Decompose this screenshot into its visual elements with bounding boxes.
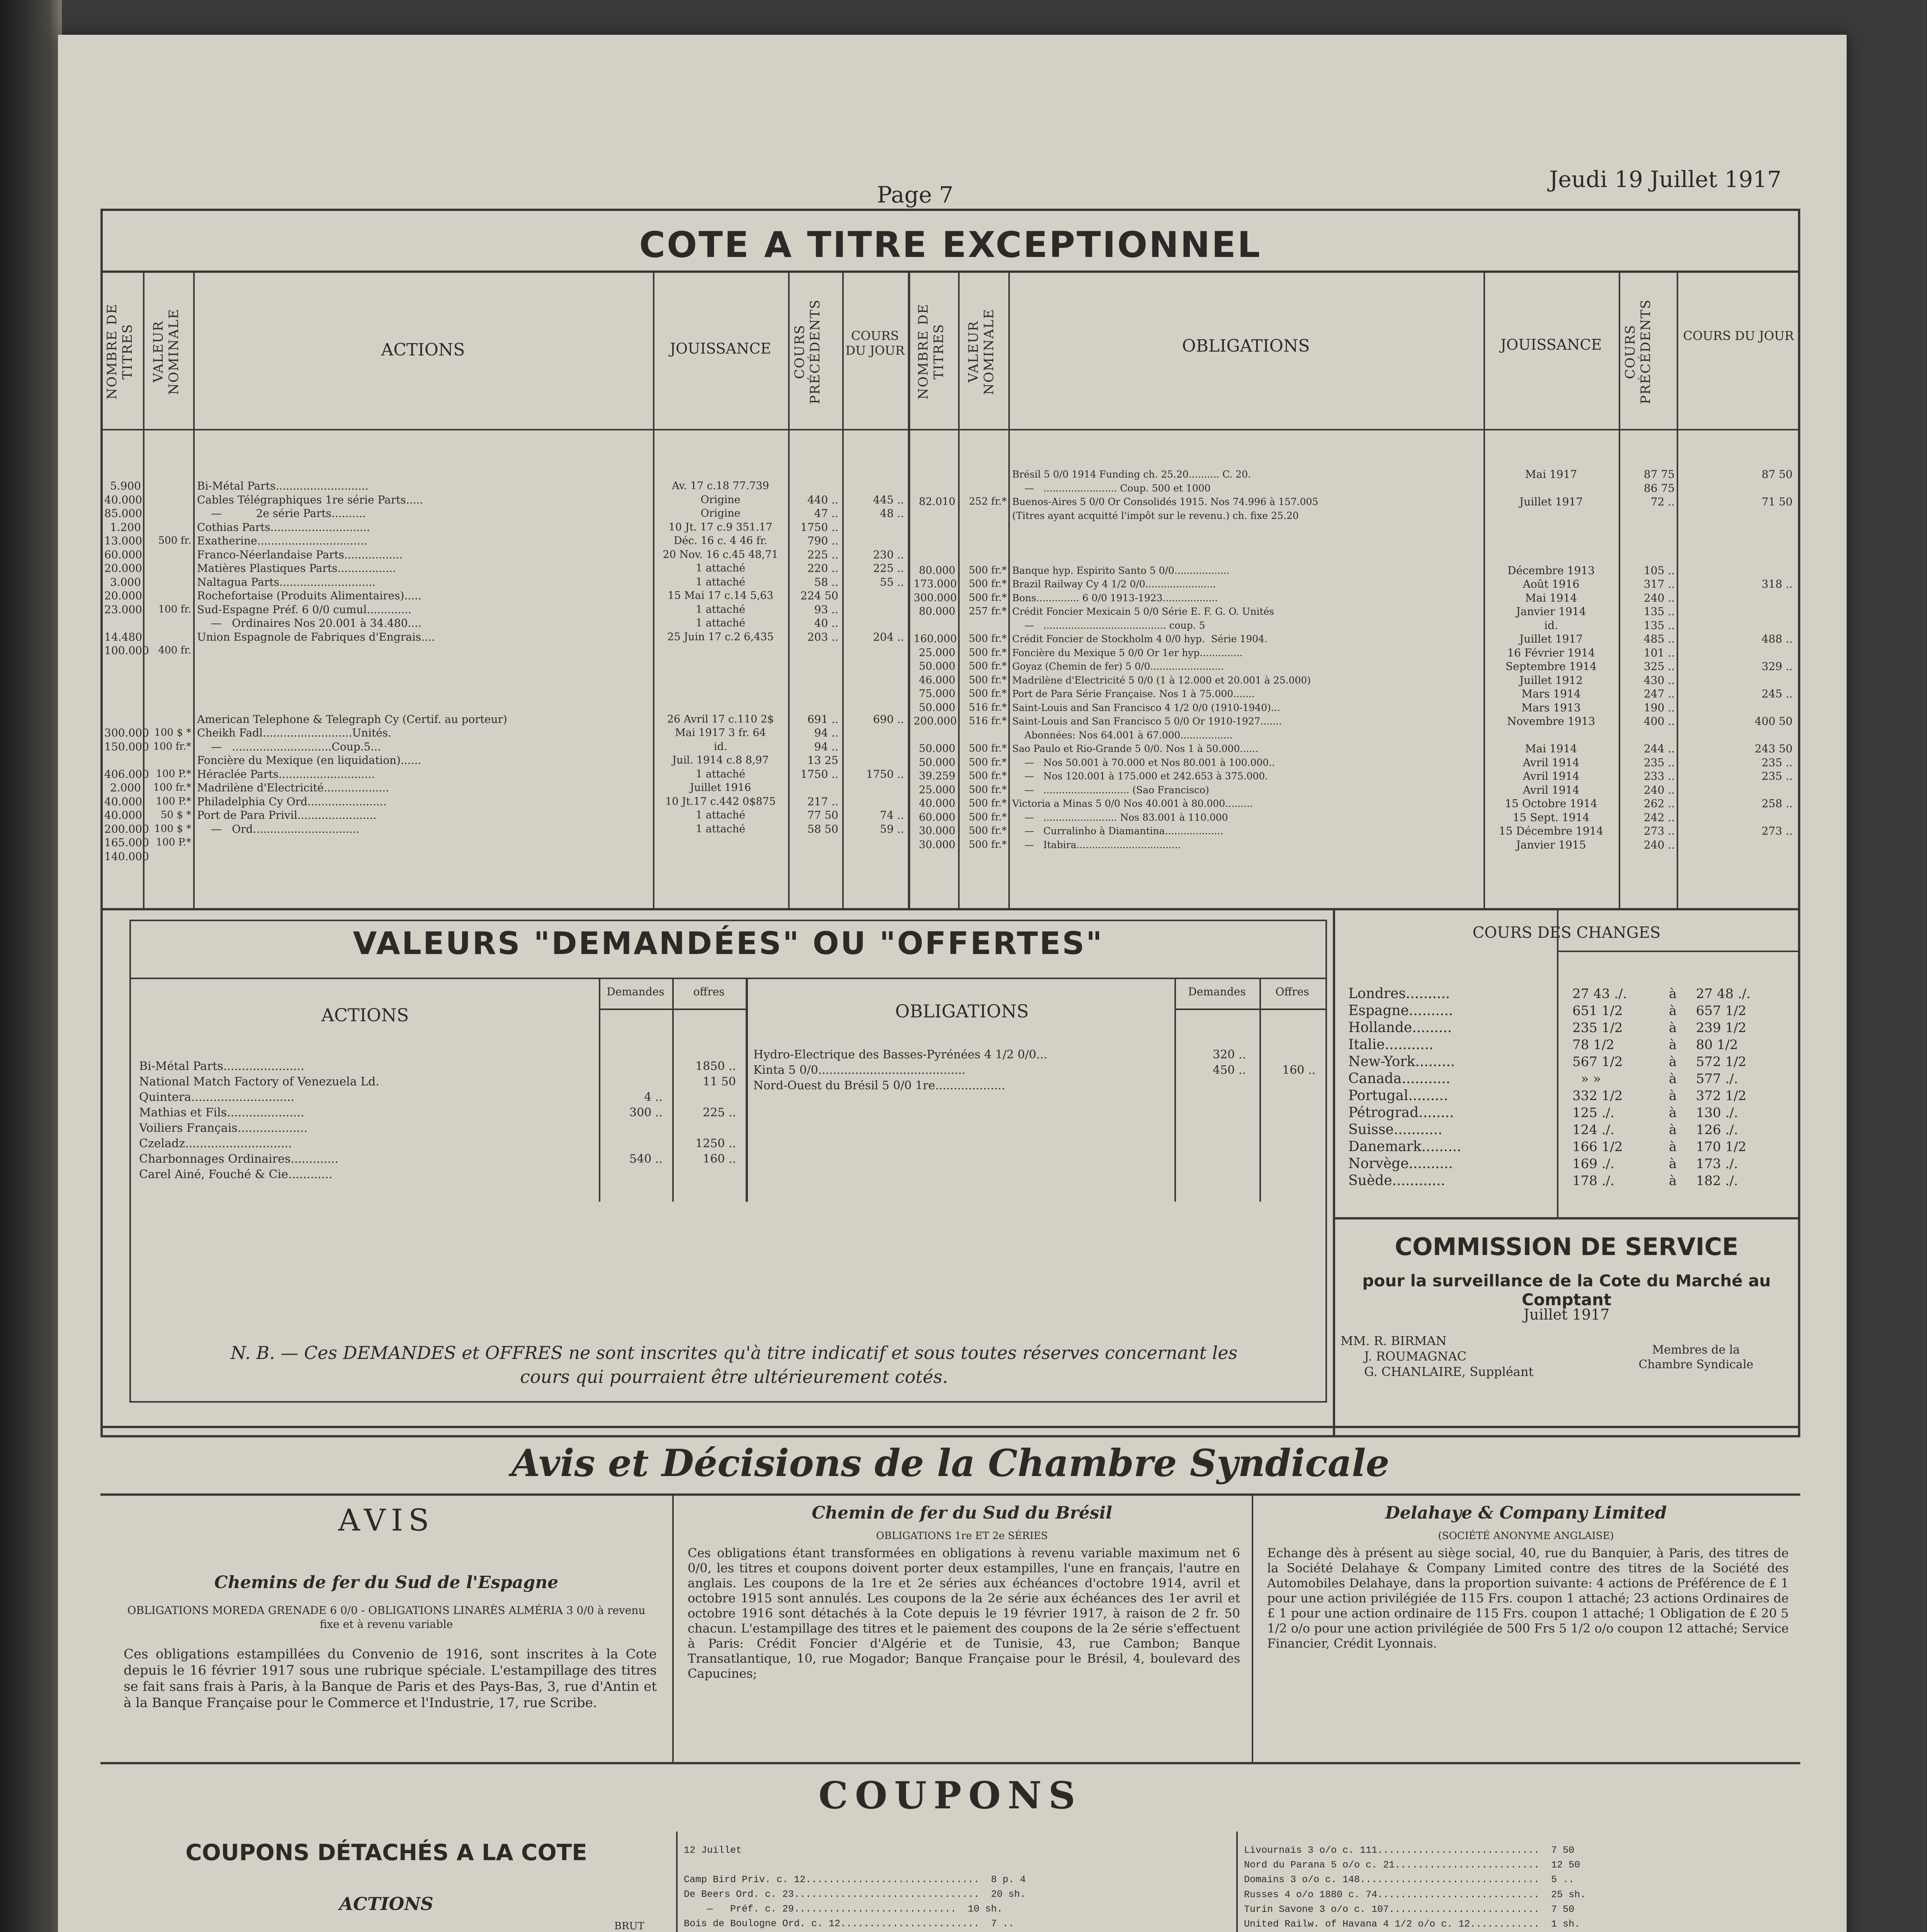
demandes-head-2: Demandes	[1188, 985, 1246, 998]
coupons-col3: Livournais 3 o/o c. 111............................ 7 50 Nord du Parana 5 o/o c. 21......................... 12 50 Domains 3 o/o c. 148............................... 5 .. Russes 4 o/o 1880 c. 74............................ 25 sh. Turin Savone 3 o/o c. 107.......................... 7 50 United Railw. of Havana 4 1/2 o/o c. 12............ 1 sh.	[1244, 1845, 1586, 1930]
rule	[100, 1426, 1800, 1428]
col3-subtitle: (SOCIÉTÉ ANONYME ANGLAISE)	[1438, 1530, 1614, 1542]
commission-names: MM. R. BIRMAN J. ROUMAGNAC G. CHANLAIRE, Suppléant	[1341, 1333, 1534, 1379]
rule	[746, 978, 748, 1202]
rule	[143, 270, 144, 908]
rule	[958, 270, 960, 908]
commission-month: Juillet 1917	[1523, 1306, 1610, 1323]
header-obligations: OBLIGATIONS	[1182, 336, 1310, 356]
commission-members: Membres de la Chambre Syndicale	[1638, 1343, 1754, 1371]
changes-title: COURS DES CHANGES	[1472, 924, 1661, 942]
rule	[1483, 270, 1485, 908]
rule	[788, 270, 790, 908]
rule	[100, 908, 1800, 910]
offres-head-2: Offres	[1275, 985, 1309, 998]
actions-nombre-col: 5.900 40.000 85.000 1.200 13.000 60.000 20.000 3.000 20.000 23.000 14.480 100.000 300.000 150.000 406.000 2.000 40.000 40.000 200.000 165.000 140.000	[104, 480, 149, 863]
demandees-title: VALEURS "DEMANDÉES" OU "OFFERTES"	[353, 925, 1104, 961]
rule	[676, 1832, 678, 1932]
actions-cours-prec-col: 440 .. 47 .. 1750 .. 790 .. 225 .. 220 .. 58 .. 224 50 93 .. 40 .. 203 .. 691 .. 94 .. 94 .. 13 25 1750 .. 217 .. 77 50 58 50	[800, 493, 838, 835]
demandees-actions-list: Bi-Métal Parts...................... National Match Factory of Venezuela Ld. Quintera............................ Mathias et Fils..................... Voiliers Français................... Czeladz............................. Charbonnages Ordinaires............. Carel Ainé, Fouché & Cie............	[139, 1060, 379, 1181]
actions-cours-jour-col: 445 .. 48 .. 230 .. 225 .. 55 .. 204 .. 690 .. 1750 .. 74 .. 59 ..	[866, 493, 904, 835]
header-cours-jour: COURS DU JOUR	[845, 328, 905, 358]
actions-valeur-col: 500 fr. 100 fr. 400 fr. 100 $ * 100 fr.* 100 P.* 100 fr.* 100 P.* 50 $ * 100 $ * 100 P.*	[153, 535, 191, 848]
demandees-actions-off: 1850 .. 11 50 225 .. 1250 .. 160 ..	[695, 1060, 736, 1166]
header-actions: ACTIONS	[381, 340, 465, 360]
rule	[672, 978, 674, 1202]
changes-to: 27 48 ./. 657 1/2 239 1/2 80 1/2 572 1/2 577 ./. 372 1/2 130 ./. 126 ./. 170 1/2 173 ./. 182 ./.	[1696, 986, 1751, 1189]
col1-body: Ces obligations estampillées du Convenio de 1916, sont inscrites à la Cote depuis le 16 février 1917 sous une rubrique spéciale. L'estampillage des titres se fait sans frais à Paris, à la Banque de Paris et des Pays-Bas, 3, rue d'Antin et à la Banque Française pour le Commerce et l'Industrie, 17, rue Scribe.	[124, 1646, 657, 1711]
rule	[653, 270, 654, 908]
header-jouissance: JOUISSANCE	[670, 340, 771, 357]
avis-section-title: Avis et Décisions de la Chambre Syndicale	[511, 1441, 1390, 1485]
oblig-valeur-col: 252 fr.* 500 fr.* 500 fr.* 500 fr.* 257 fr.* 500 fr.* 500 fr.* 500 fr.* 500 fr.* 500 fr.* 516 fr.* 516 fr.* 500 fr.* 500 fr.* 500 fr.* 500 fr.* 500 fr.* 500 fr.* 500 fr.* 500 fr.*	[969, 496, 1007, 850]
commission-title: COMMISSION DE SERVICE	[1395, 1233, 1738, 1261]
header-oblig-jouissance: JOUISSANCE	[1500, 336, 1602, 353]
rule	[672, 1493, 674, 1764]
oblig-cours-jour-col: 87 50 71 50 318 .. 488 .. 329 .. 245 .. 400 50 243 50 235 .. 235 .. 258 .. 273 ..	[1755, 468, 1793, 837]
oblig-names-col: Brésil 5 0/0 1914 Funding ch. 25.20.......... C. 20. — ........................ Coup. 500 et 1000 Buenos-Aires 5 0/0 Or Consolidés 1915. Nos 74.996 à 157.005 (Titres ayant acquitté l'impôt sur le revenu.) ch. fixe 25.20 Banque hyp. Espirito Santo 5 0/0.................. Brazil Railway Cy 4 1/2 0/0....................... Bons.............. 6 0/0 1913-1923.................. Crédit Foncier Mexicain 5 0/0 Série E. F. G. O. Unités — ........................................ coup. 5 Crédit Foncier de Stockholm 4 0/0 hyp. Série 1904. Foncière du Mexique 5 0/0 Or 1er hyp.............. Goyaz (Chemin de fer) 5 0/0........................ Madrilène d'Electricité 5 0/0 (1 à 12.000 et 20.001 à 25.000) Port de Para Série Française. Nos 1 à 75.000....... Saint-Louis and San Francisco 4 1/2 0/0 (1910-1940)... Saint-Louis and San Francisco 5 0/0 Or 1910-1927....... Abonnées: Nos 64.001 à 67.000................. Sao Paulo et Rio-Grande 5 0/0. Nos 1 à 50.000...... — Nos 50.001 à 70.000 et Nos 80.001 à 100.000.. — Nos 120.001 à 175.000 et 242.653 à 375.000. — ............................ (Sao Francisco) Victoria a Minas 5 0/0 Nos 40.001 à 80.000......... — ........................ Nos 83.001 à 110.000 — Curralinho à Diamantina................... — Itabira..................................	[1012, 469, 1319, 850]
rule	[1008, 270, 1010, 908]
col1-title: Chemins de fer du Sud de l'Espagne	[214, 1573, 559, 1592]
rule	[1259, 978, 1261, 1202]
header-oblig-nombre: NOMBRE DE TITRES	[916, 303, 947, 400]
demandees-oblig-dem: 320 .. 450 ..	[1213, 1048, 1246, 1077]
rule	[842, 270, 844, 908]
rule	[193, 270, 195, 908]
oblig-cours-prec-col: 87 75 86 75 72 .. 105 .. 317 .. 240 .. 135 .. 135 .. 485 .. 101 .. 325 .. 430 .. 247 .. 190 .. 400 .. 244 .. 235 .. 233 .. 240 .. 262 .. 242 .. 273 .. 240 ..	[1643, 468, 1675, 851]
rule	[1174, 1009, 1327, 1010]
changes-a: à à à à à à à à à à à à	[1669, 986, 1677, 1189]
header-oblig-valeur: VALEUR NOMINALE	[966, 308, 997, 395]
newspaper-page	[58, 35, 1847, 1932]
rule	[100, 270, 1800, 273]
header-valeur: VALEUR NOMINALE	[151, 308, 182, 395]
demandees-oblig-list: Hydro-Electrique des Basses-Pyrénées 4 1/2 0/0... Kinta 5 0/0........................................ Nord-Ouest du Brésil 5 0/0 1re...................	[753, 1048, 1047, 1092]
rule	[129, 978, 1327, 979]
rule	[1619, 270, 1620, 908]
header-oblig-cours-jour: COURS DU JOUR	[1683, 328, 1794, 343]
rule	[908, 270, 910, 908]
rule	[1236, 1832, 1238, 1932]
demandees-actions-head: ACTIONS	[321, 1005, 409, 1026]
demandees-note: N. B. — Ces DEMANDES et OFFRES ne sont inscrites qu'à titre indicatif et sous toutes réserves concernant les cours qui pourraient être ultérieurement cotés.	[230, 1342, 1238, 1387]
col3-title: Delahaye & Company Limited	[1385, 1503, 1667, 1523]
col2-title: Chemin de fer du Sud du Brésil	[812, 1503, 1112, 1523]
rule	[1333, 1217, 1800, 1219]
changes-countries: Londres.......... Espagne.......... Hollande......... Italie........... New-York......... Canada........... Portugal......... Pétrograd........ Suisse........... Danemark......... Norvège.......... Suède............	[1348, 986, 1461, 1189]
page-number: Page 7	[877, 182, 953, 208]
col2-body: Ces obligations étant transformées en obligations à revenu variable maximum net 6 0/0, les titres et coupons doivent porter deux estampilles, l'une en français, l'autre en anglais. Les coupons de la 1re et 2e séries aux échéances d'octobre 1914, avril et octobre 1915 sont annulés. Les coupons de la 2e série aux échéances des 1er avril et octobre 1916 sont détachés à la Cote depuis le 19 février 1917, à raison de 2 fr. 50 chacun. L'estampillage des titres et le paiement des coupons de la 2e série s'effectuent à Paris: Crédit Foncier d'Algérie et de Tunisie, 43, rue Cambon; Banque Transatlantique, 10, rue Mogador; Banque Française pour le Brésil, 4, boulevard des Capucines;	[688, 1546, 1240, 1681]
rule	[1333, 908, 1335, 1437]
actions-names-col: Bi-Métal Parts........................... Cables Télégraphiques 1re série Parts..... — 2e série Parts.......... Cothias Parts............................. Exatherine................................ Franco-Néerlandaise Parts................. Matières Plastiques Parts................. Naltagua Parts............................ Rochefortaise (Produits Alimentaires)..... Sud-Espagne Préf. 6 0/0 cumul............. — Ordinaires Nos 20.001 à 34.480.... Union Espagnole de Fabriques d'Engrais.... American Telephone & Telegraph Cy (Certif. au porteur) Cheikh Fadl..........................Unités. — .............................Coup.5... Foncière du Mexique (en liquidation)...... Héraclée Parts............................ Madrilène d'Electricité................... Philadelphia Cy Ord....................... Port de Para Privil....................... — Ord...............................	[197, 480, 507, 835]
header-oblig-cours-prec: COURS PRÉCÉDENTS	[1623, 299, 1653, 404]
rule	[100, 1493, 1800, 1496]
commission-subtitle: pour la surveillance de la Cote du Marché au Comptant	[1362, 1271, 1771, 1309]
page-date: Jeudi 19 Juillet 1917	[1549, 166, 1782, 192]
rule	[1557, 908, 1558, 1217]
header-nombre: NOMBRE DE TITRES	[104, 303, 135, 400]
rule	[100, 1762, 1800, 1764]
demandes-head: Demandes	[607, 985, 664, 998]
avis-title: AVIS	[338, 1503, 435, 1538]
col3-body: Echange dès à présent au siège social, 40, rue du Banquier, à Paris, des titres de la Société Delahaye & Company Limited contre des titres de la Société des Automobiles Delahaye, dans la proportion suivante: 4 actions de Préférence de £ 1 pour une action privilégiée de 115 Frs. coupon 1 attaché; 23 actions Ordinaires de £ 1 pour une action ordinaire de 115 Frs. coupon 1 attaché; 1 Obligation de £ 20 5 1/2 o/o pour une action privilégiée de 500 Frs 5 1/2 o/o coupon 12 attaché; Service Financier, Crédit Lyonnais.	[1267, 1546, 1789, 1651]
demandees-oblig-off: 160 ..	[1282, 1063, 1315, 1077]
oblig-nombre-col: 82.010 80.000 173.000 300.000 80.000 160.000 25.000 50.000 46.000 75.000 50.000 200.000 50.000 50.000 39.259 25.000 40.000 60.000 30.000 30.000	[914, 496, 957, 851]
demandees-oblig-head: OBLIGATIONS	[895, 1001, 1029, 1022]
offres-head: offres	[693, 985, 725, 998]
rule	[1174, 978, 1176, 1202]
header-cours-prec: COURS PRÉCÉDENTS	[792, 299, 823, 404]
rule	[1557, 951, 1800, 952]
rule	[1677, 270, 1678, 908]
coupons-left-title: COUPONS DÉTACHÉS A LA COTE	[185, 1839, 587, 1866]
rule	[1252, 1493, 1253, 1764]
coupons-col2: 12 Juillet Camp Bird Priv. c. 12.............................. 8 p. 4 De Beers Ord. c. 23................................ 20 sh. — Préf. c. 29............................ 10 sh. Bois de Boulogne Ord. c. 12........................ 7 ..	[684, 1845, 1026, 1929]
oblig-jouissance-col: Mai 1917 Juillet 1917 Décembre 1913 Août 1916 Mai 1914 Janvier 1914 id. Juillet 1917 16 Février 1914 Septembre 1914 Juillet 1912 Mars 1914 Mars 1913 Novembre 1913 Mai 1914 Avril 1914 Avril 1914 Avril 1914 15 Octobre 1914 15 Sept. 1914 15 Décembre 1914 Janvier 1915	[1499, 468, 1604, 851]
book-binding	[0, 0, 62, 1932]
col2-subtitle: OBLIGATIONS 1re ET 2e SÉRIES	[876, 1530, 1048, 1542]
col1-subtitle: OBLIGATIONS MOREDA GRENADE 6 0/0 - OBLIGATIONS LINARÈS ALMÉRIA 3 0/0 à revenu fixe et à revenu variable	[127, 1604, 646, 1631]
rule	[100, 429, 1800, 430]
cote-title: COTE A TITRE EXCEPTIONNEL	[639, 224, 1262, 265]
rule	[599, 1009, 746, 1010]
coupons-actions-head: ACTIONS	[339, 1893, 433, 1914]
rule	[599, 978, 600, 1202]
coupons-brut-head: BRUT	[614, 1920, 644, 1932]
demandees-actions-dem: 4 .. 300 .. 540 ..	[629, 1090, 663, 1166]
actions-jouissance-col: Av. 17 c.18 77.739 Origine Origine 10 Jt. 17 c.9 351.17 Déc. 16 c. 4 46 fr. 20 Nov. 16 c.45 48,71 1 attaché 1 attaché 15 Mai 17 c.14 5,63 1 attaché 1 attaché 25 Juin 17 c.2 6,435 26 Avril 17 c.110 2$ Mai 1917 3 fr. 64 id. Juil. 1914 c.8 8,97 1 attaché Juillet 1916 10 Jt.17 c.442 0$875 1 attaché 1 attaché	[663, 480, 778, 835]
changes-from: 27 43 ./. 651 1/2 235 1/2 78 1/2 567 1/2 » » 332 1/2 125 ./. 124 ./. 166 1/2 169 ./. 178 ./.	[1572, 986, 1627, 1189]
coupons-title: COUPONS	[818, 1774, 1082, 1817]
